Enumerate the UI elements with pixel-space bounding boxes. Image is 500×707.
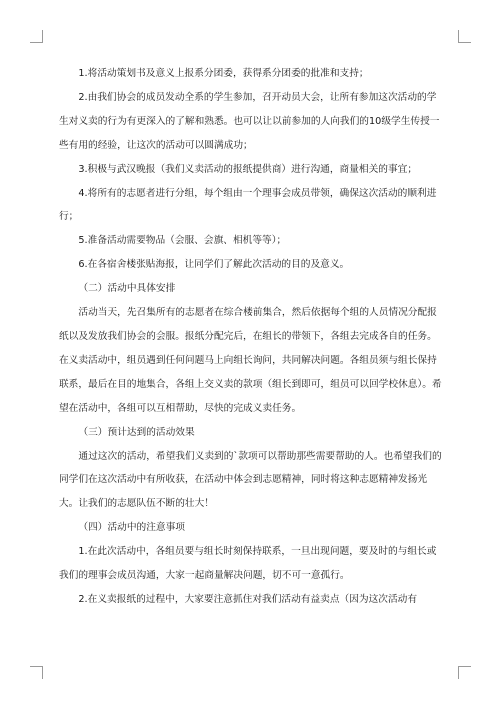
document-body bbox=[59, 62, 443, 612]
paragraph-step-5: 5.准备活动需要物品（会服、会旗、相机等等）； bbox=[78, 235, 287, 247]
paragraph-notice-2: 2.在义卖报纸的过程中，大家要注意抓住对我们活动有益卖点（因为这次活动有 bbox=[78, 593, 418, 605]
crop-mark-top-right bbox=[458, 30, 471, 43]
paragraph-step-4: 4.将所有的志愿者进行分组，每个组由一个理事会成员带领，确保这次活动的顺利进行； bbox=[59, 187, 437, 223]
paragraph-step-1: 1.将活动策划书及意义上报系分团委，获得系分团委的批准和支持； bbox=[78, 68, 369, 79]
paragraph-step-2: 2.由我们协会的成员发动全系的学生参加，召开动员大会，让所有参加这次活动的学生对义卖的行为有更深入的了解和熟悉。也可以让以前参加的人向我们的10级学生传授一些有用的经验，让这次的活动可以圆满成功； bbox=[59, 91, 440, 151]
crop-mark-bottom-left bbox=[30, 666, 43, 679]
paragraph-step-6: 6.在各宿舍楼张贴海报，让同学们了解此次活动的目的及意义。 bbox=[78, 259, 350, 271]
section-heading-3: （三）预计达到的活动效果 bbox=[78, 426, 195, 438]
section-heading-2: （二）活动中具体安排 bbox=[78, 283, 176, 295]
paragraph-arrangement: 活动当天，先召集所有的志愿者在综合楼前集合，然后依据每个组的人员情况分配报纸以及发放我们协会的会服。报纸分配完后，在组长的带领下，各组去完成各自的任务。在义卖活动中，组员遇到任何问题马上向组长询问，共同解决问题。各组员须与组长保持联系，最后在目的地集合，各组上交义卖的款项（组长到即可，组员可以回学校休息）。希望在活动中，各组可以互相帮助，尽快的完成义卖任务。 bbox=[59, 307, 442, 414]
crop-mark-bottom-right bbox=[458, 666, 471, 679]
paragraph-step-3: 3.积极与武汉晚报（我们义卖活动的报纸提供商）进行沟通，商量相关的事宜； bbox=[78, 163, 418, 175]
crop-mark-top-left bbox=[30, 30, 43, 43]
paragraph-notice-1: 1.在此次活动中，各组员要与组长时刻保持联系，一旦出现问题，要及时的与组长或我们的理事会成员沟通，大家一起商量解决问题，切不可一意孤行。 bbox=[59, 546, 437, 582]
paragraph-effect: 通过这次的活动，希望我们义卖到的`款项可以帮助那些需要帮助的人。也希望我们的同学们在这次活动中有所收获，在活动中体会到志愿精神，同时将这种志愿精神发扬光大。让我们的志愿队伍不断的壮大！ bbox=[59, 450, 442, 510]
section-heading-4: （四）活动中的注意事项 bbox=[78, 522, 185, 534]
